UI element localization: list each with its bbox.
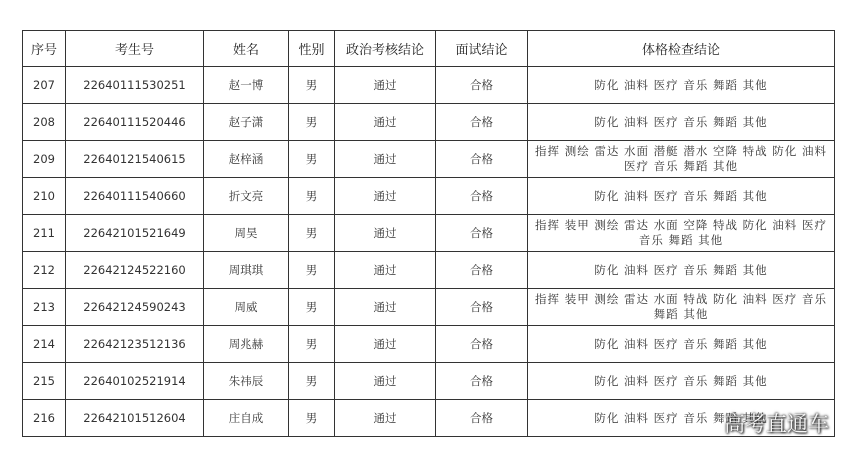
cell-political: 通过 <box>335 104 436 141</box>
table-row <box>23 104 835 141</box>
cell-exam-id: 22642124590243 <box>66 289 204 326</box>
candidate-table <box>22 30 835 437</box>
cell-exam-id: 22640111520446 <box>66 104 204 141</box>
cell-name: 朱祎辰 <box>204 363 289 400</box>
table-row <box>23 326 835 363</box>
table-row <box>23 400 835 437</box>
cell-physical: 防化 油料 医疗 音乐 舞蹈 其他 <box>528 104 835 141</box>
cell-seq: 207 <box>23 67 66 104</box>
cell-political: 通过 <box>335 215 436 252</box>
cell-exam-id: 22642123512136 <box>66 326 204 363</box>
cell-interview: 合格 <box>436 326 528 363</box>
header-interview: 面试结论 <box>436 31 528 67</box>
cell-physical: 指挥 装甲 测绘 雷达 水面 空降 特战 防化 油料 医疗 音乐 舞蹈 其他 <box>528 215 835 252</box>
table-row <box>23 67 835 104</box>
cell-political: 通过 <box>335 67 436 104</box>
cell-seq: 211 <box>23 215 66 252</box>
cell-interview: 合格 <box>436 67 528 104</box>
table-row <box>23 215 835 252</box>
cell-political: 通过 <box>335 400 436 437</box>
cell-name: 庄自成 <box>204 400 289 437</box>
cell-exam-id: 22640102521914 <box>66 363 204 400</box>
table-row <box>23 363 835 400</box>
cell-interview: 合格 <box>436 289 528 326</box>
cell-name: 赵梓涵 <box>204 141 289 178</box>
cell-gender: 男 <box>289 215 335 252</box>
cell-interview: 合格 <box>436 178 528 215</box>
cell-interview: 合格 <box>436 215 528 252</box>
table-row <box>23 252 835 289</box>
results-sheet <box>22 30 834 439</box>
cell-name: 折文亮 <box>204 178 289 215</box>
cell-name: 赵一博 <box>204 67 289 104</box>
cell-exam-id: 22640121540615 <box>66 141 204 178</box>
cell-exam-id: 22642124522160 <box>66 252 204 289</box>
cell-physical: 防化 油料 医疗 音乐 舞蹈 其他 <box>528 363 835 400</box>
cell-seq: 209 <box>23 141 66 178</box>
cell-political: 通过 <box>335 141 436 178</box>
watermark-logo: 高考直通车 <box>724 412 829 436</box>
cell-gender: 男 <box>289 141 335 178</box>
cell-interview: 合格 <box>436 141 528 178</box>
cell-name: 周兆赫 <box>204 326 289 363</box>
cell-seq: 215 <box>23 363 66 400</box>
cell-political: 通过 <box>335 252 436 289</box>
cell-seq: 213 <box>23 289 66 326</box>
header-seq: 序号 <box>23 31 66 67</box>
cell-gender: 男 <box>289 104 335 141</box>
cell-name: 周昊 <box>204 215 289 252</box>
cell-gender: 男 <box>289 67 335 104</box>
cell-physical: 防化 油料 医疗 音乐 舞蹈 其他 <box>528 400 835 437</box>
cell-seq: 210 <box>23 178 66 215</box>
cell-seq: 216 <box>23 400 66 437</box>
cell-seq: 212 <box>23 252 66 289</box>
cell-political: 通过 <box>335 289 436 326</box>
cell-name: 周琪琪 <box>204 252 289 289</box>
cell-political: 通过 <box>335 178 436 215</box>
cell-physical: 防化 油料 医疗 音乐 舞蹈 其他 <box>528 252 835 289</box>
cell-gender: 男 <box>289 326 335 363</box>
header-physical: 体格检查结论 <box>528 31 835 67</box>
cell-exam-id: 22642101512604 <box>66 400 204 437</box>
table-row <box>23 178 835 215</box>
table-row <box>23 141 835 178</box>
cell-political: 通过 <box>335 326 436 363</box>
cell-interview: 合格 <box>436 252 528 289</box>
cell-exam-id: 22642101521649 <box>66 215 204 252</box>
cell-gender: 男 <box>289 400 335 437</box>
cell-seq: 214 <box>23 326 66 363</box>
cell-interview: 合格 <box>436 104 528 141</box>
cell-physical: 指挥 装甲 测绘 雷达 水面 特战 防化 油料 医疗 音乐 舞蹈 其他 <box>528 289 835 326</box>
cell-exam-id: 22640111540660 <box>66 178 204 215</box>
cell-seq: 208 <box>23 104 66 141</box>
cell-interview: 合格 <box>436 363 528 400</box>
cell-physical: 防化 油料 医疗 音乐 舞蹈 其他 <box>528 326 835 363</box>
cell-physical: 指挥 测绘 雷达 水面 潜艇 潜水 空降 特战 防化 油料 医疗 音乐 舞蹈 其他 <box>528 141 835 178</box>
cell-interview: 合格 <box>436 400 528 437</box>
header-political: 政治考核结论 <box>335 31 436 67</box>
cell-gender: 男 <box>289 252 335 289</box>
header-exam-id: 考生号 <box>66 31 204 67</box>
header-gender: 性别 <box>289 31 335 67</box>
cell-name: 周威 <box>204 289 289 326</box>
cell-exam-id: 22640111530251 <box>66 67 204 104</box>
cell-gender: 男 <box>289 178 335 215</box>
header-name: 姓名 <box>204 31 289 67</box>
header-row <box>23 31 835 67</box>
cell-political: 通过 <box>335 363 436 400</box>
cell-physical: 防化 油料 医疗 音乐 舞蹈 其他 <box>528 67 835 104</box>
table-header <box>23 31 835 67</box>
cell-gender: 男 <box>289 363 335 400</box>
cell-name: 赵子潇 <box>204 104 289 141</box>
table-body <box>23 67 835 437</box>
table-row <box>23 289 835 326</box>
cell-gender: 男 <box>289 289 335 326</box>
cell-physical: 防化 油料 医疗 音乐 舞蹈 其他 <box>528 178 835 215</box>
